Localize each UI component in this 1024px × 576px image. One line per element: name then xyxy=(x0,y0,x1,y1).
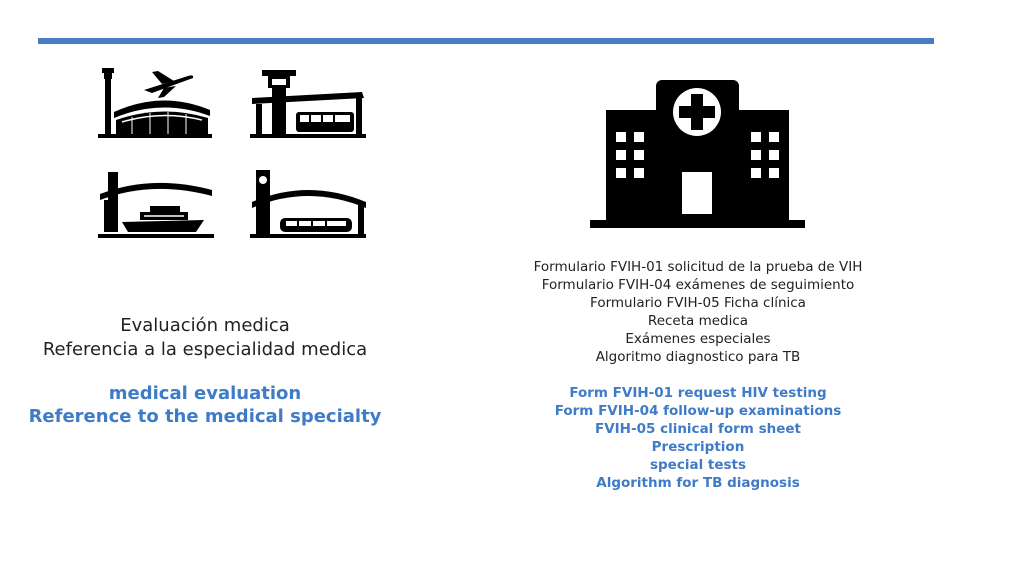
spanish-line: Receta medica xyxy=(647,313,749,329)
top-divider-line xyxy=(38,38,934,44)
train-terminal-icon xyxy=(250,170,366,238)
english-line: medical evaluation xyxy=(108,383,302,404)
english-line: special tests xyxy=(649,457,747,473)
bus-terminal-icon xyxy=(250,70,366,138)
english-line: FVIH-05 clinical form sheet xyxy=(594,421,801,437)
spanish-line: Formulario FVIH-04 exámenes de seguimiento xyxy=(541,277,855,293)
spanish-line: Formulario FVIH-01 solicitud de la prueba de VIH xyxy=(533,259,863,275)
transport-terminals-icon xyxy=(92,62,370,244)
spanish-line: Referencia a la especialidad medica xyxy=(42,339,368,360)
spanish-line: Evaluación medica xyxy=(120,315,290,336)
spanish-line: Formulario FVIH-05 Ficha clínica xyxy=(590,295,806,311)
airport-terminal-icon xyxy=(98,68,212,138)
ship-terminal-icon xyxy=(98,172,214,238)
hospital-icon xyxy=(590,80,805,230)
spanish-line: Exámenes especiales xyxy=(625,331,771,347)
english-line: Algorithm for TB diagnosis xyxy=(596,475,800,491)
english-line: Form FVIH-04 follow-up examinations xyxy=(554,403,842,419)
left-text-block xyxy=(20,314,390,428)
right-text-block xyxy=(498,258,898,492)
english-line: Reference to the medical specialty xyxy=(28,406,382,427)
english-line: Prescription xyxy=(651,439,745,455)
english-line: Form FVIH-01 request HIV testing xyxy=(569,385,827,401)
spanish-line: Algoritmo diagnostico para TB xyxy=(595,349,801,365)
